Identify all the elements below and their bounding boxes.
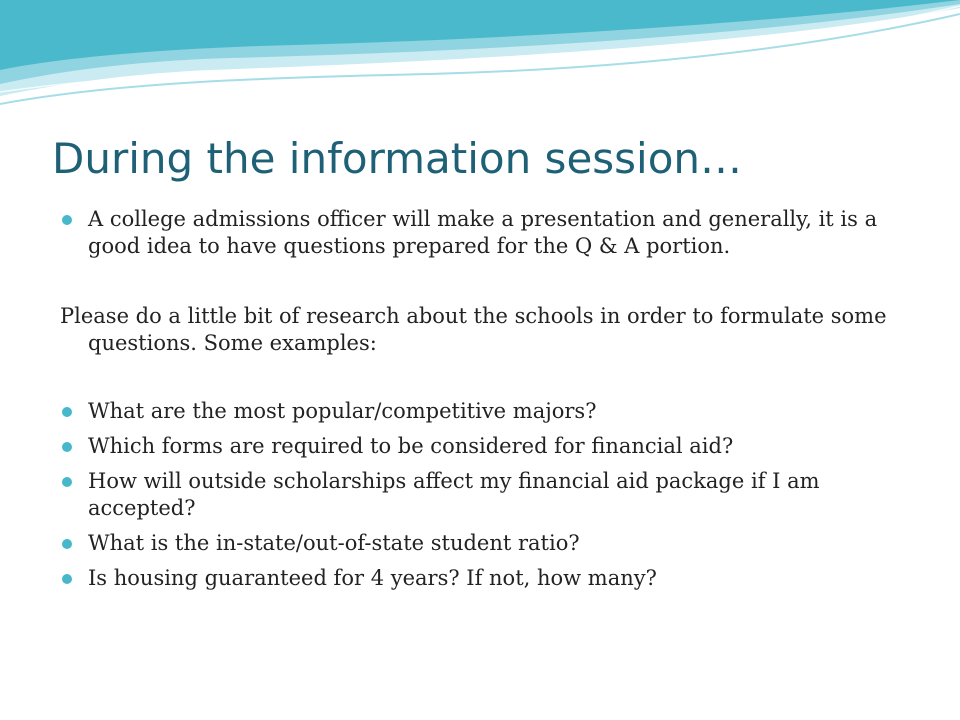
bullet-item-question — [60, 530, 920, 557]
bullet-text: Which forms are required to be considered for financial aid? — [88, 434, 734, 458]
bullet-item-intro — [60, 206, 920, 260]
slide-title: During the information session… — [52, 134, 743, 183]
bullet-text: What is the in-state/out-of-state student ratio? — [88, 531, 580, 555]
research-paragraph: Please do a little bit of research about the schools in order to formulate some questions. Some examples: — [60, 304, 887, 355]
decorative-wave-banner — [0, 0, 960, 120]
bullet-dot-icon — [62, 407, 72, 417]
bullet-item-question — [60, 468, 920, 522]
bullet-dot-icon — [62, 539, 72, 549]
bullet-text: What are the most popular/competitive majors? — [88, 399, 597, 423]
slide-body — [60, 206, 920, 592]
bullet-text: Is housing guaranteed for 4 years? If not, how many? — [88, 566, 657, 590]
bullet-item-question — [60, 433, 920, 460]
bullet-item-question — [60, 398, 920, 425]
bullet-text: How will outside scholarships affect my financial aid package if I am accepted? — [88, 469, 820, 520]
bullet-dot-icon — [62, 215, 72, 225]
bullet-item-question — [60, 565, 920, 592]
bullet-dot-icon — [62, 477, 72, 487]
bullet-dot-icon — [62, 442, 72, 452]
bullet-dot-icon — [62, 574, 72, 584]
bullet-text: A college admissions officer will make a presentation and generally, it is a good idea to have questions prepared for the Q & A portion. — [88, 207, 878, 258]
